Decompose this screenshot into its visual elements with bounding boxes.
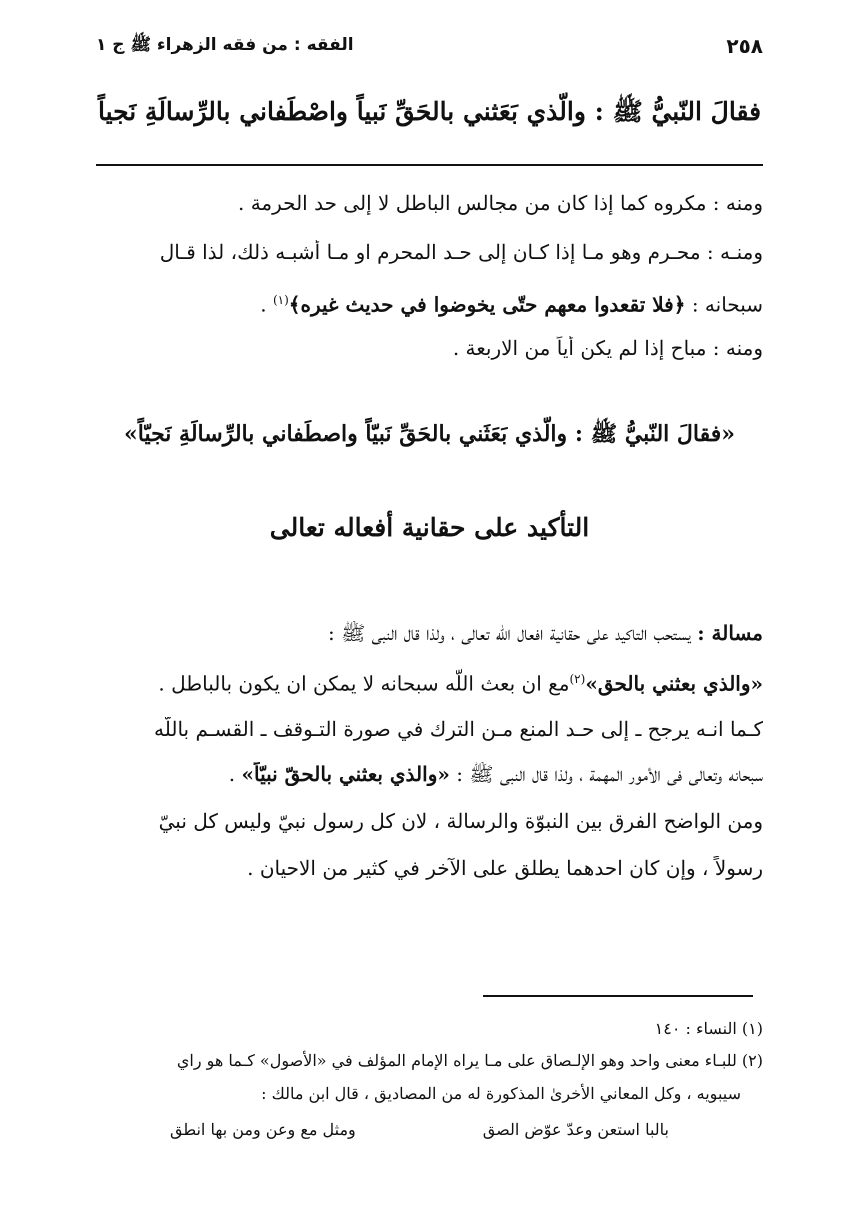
line4-end: . bbox=[228, 762, 236, 786]
paragraph-quran-verse bbox=[90, 288, 763, 317]
footnote-2-line1: (٢) للبـاء معنى واحد وهو الإلـصاق على مـا يراه الإمام المؤلف في «الأصول» كـما هو راي bbox=[176, 1051, 763, 1070]
quran-verse: ﴿فلا تقعدوا معهم حتّى يخوضوا في حديث غيره﴾ bbox=[288, 292, 686, 317]
paragraph-line2 bbox=[90, 667, 763, 696]
verse-end: . bbox=[260, 292, 267, 317]
masala-label: مسالة : bbox=[697, 621, 763, 645]
paragraph-masala bbox=[90, 621, 763, 645]
masala-text: يستحب التاكيد على حقانية افعال اللّه تعالى ، ولذا قال النبي ﷺ : bbox=[328, 621, 691, 645]
paragraph-line3: كـما انـه يرجح ـ إلى حـد المنع مـن الترك في صورة التـوقف ـ القسـم باللّه bbox=[154, 717, 763, 741]
section-title: التأكيد على حقانية أفعاله تعالى bbox=[269, 513, 590, 542]
hero-quote: فقالَ النّبيُّ ﷺ : والّذي بَعَثني بالحَقِّ نَبياً واصْطَفاني بالرِّسالَةِ نَجياً bbox=[97, 97, 762, 126]
verse-intro: سبحانه : bbox=[691, 292, 763, 317]
paragraph-line4 bbox=[90, 762, 763, 786]
page-number: ٢٥٨ bbox=[726, 34, 763, 58]
paragraph-line6: رسولاً ، وإن كان احدهما يطلق على الآخر في كثير من الاحيان . bbox=[247, 856, 763, 880]
paragraph-line5: ومن الواضح الفرق بين النبوّة والرسالة ، لان كل رسول نبيّ وليس كل نبيّ bbox=[158, 809, 763, 833]
footnote-1: (١) النساء : ١٤٠ bbox=[654, 1019, 763, 1038]
footnote-ref-2: (٢) bbox=[569, 672, 586, 686]
footnote-divider bbox=[483, 995, 753, 997]
footnote-ref-1: (١) bbox=[272, 293, 289, 307]
poem-hemistich-right: بالبا استعن وعدّ عوّض الصق bbox=[482, 1120, 669, 1139]
hadith-quote-2: «والذي بعثني بالحقّ نبيّاً» bbox=[241, 762, 450, 786]
paragraph-makruh: ومنه : مكروه كما إذا كان من مجالس الباطل لا إلى حد الحرمة . bbox=[237, 191, 763, 215]
footnote-2-line2: سيبويه ، وكل المعاني الأخرىٰ المذكورة له من المصاديق ، قال ابن مالك : bbox=[261, 1084, 741, 1103]
page-header bbox=[96, 34, 763, 64]
poem-hemistich-left: ومثل مع وعن ومن بها انطق bbox=[170, 1120, 356, 1139]
hadith-quote: «والذي بعثني بالحق» bbox=[585, 671, 763, 696]
quote-heading: «فقالَ النّبيُّ ﷺ : والّذي بَعَثَني بالحَقِّ نَبيّاً واصطَفاني بالرِّسالَةِ نَجيّاً» bbox=[123, 421, 735, 447]
paragraph-mubah: ومنه : مباح إذا لم يكن أياً من الاربعة . bbox=[452, 336, 763, 360]
divider-rule bbox=[96, 164, 763, 166]
paragraph-muharram: ومنـه : محـرم وهو مـا إذا كـان إلى حـد المحرم او مـا أشبـه ذلك، لذا قـال bbox=[159, 240, 763, 264]
running-title: الفقه : من فقه الزهراء ﷺ ج ١ bbox=[96, 35, 354, 55]
line2-text: مع ان بعث اللّه سبحانه لا يمكن ان يكون بالباطل . bbox=[158, 671, 570, 696]
line4-text: سبحانه وتعالى في الأمور المهمة ، ولذا قال النبي ﷺ : bbox=[456, 762, 763, 786]
